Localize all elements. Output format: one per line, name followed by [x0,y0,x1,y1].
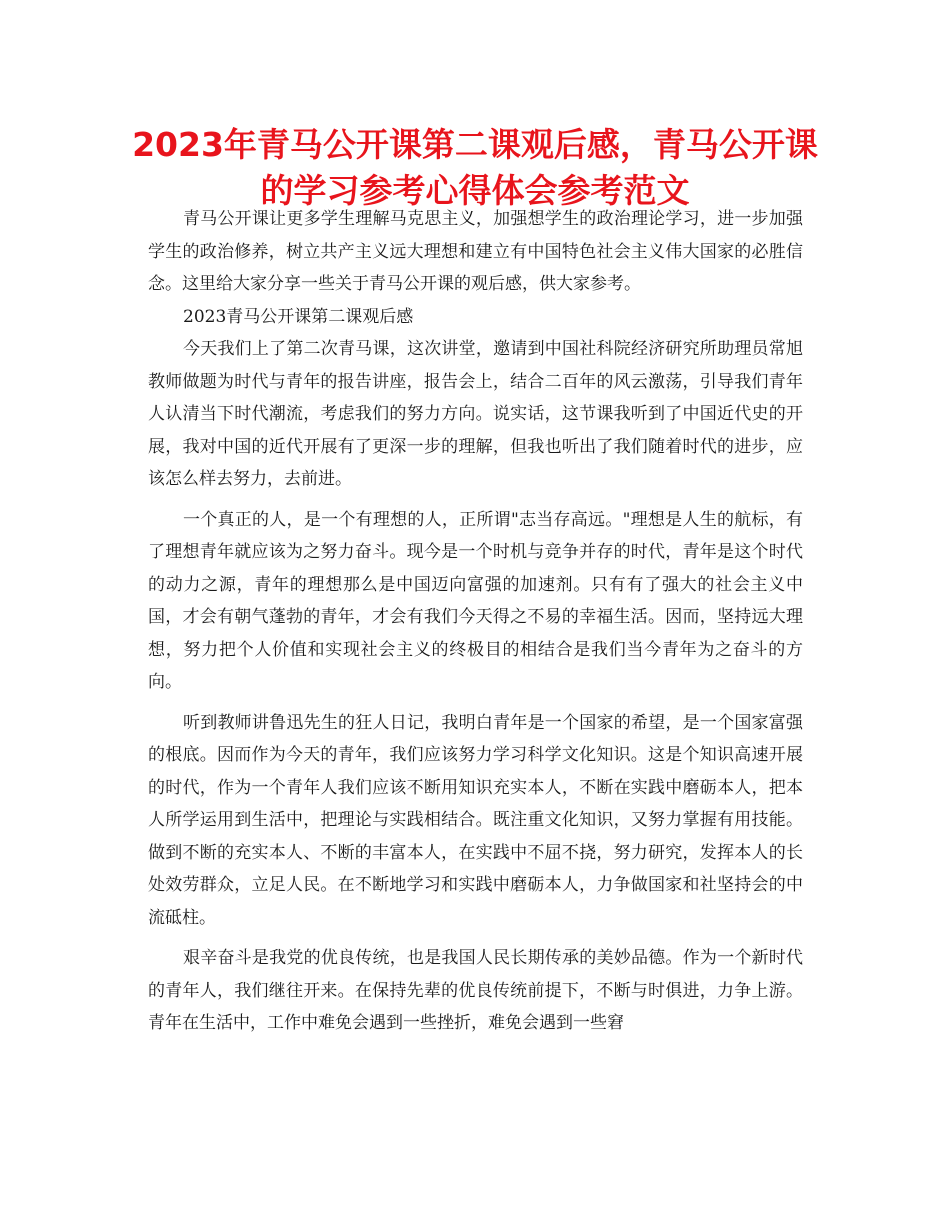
document-title: 2023年青马公开课第二课观后感，青马公开课的学习参考心得体会参考范文 [132,125,818,210]
intro-paragraph: 青马公开课让更多学生理解马克思主义，加强想学生的政治理论学习，进一步加强学生的政治修养，树立共产主义远大理想和建立有中国特色社会主义伟大国家的必胜信念。这里给大家分享一些关于青马公开课的观后感，供大家参考。 [148,209,803,294]
section-heading: 2023青马公开课第二课观后感 [183,306,414,327]
document-body [148,203,803,1040]
body-paragraph: 艰辛奋斗是我党的优良传统，也是我国人民长期传承的美妙品德。作为一个新时代的青年人，我们继往开来。在保持先辈的优良传统前提下，不断与时俱进，力争上游。青年在生活中，工作中难免会遇到一些挫折，难免会遇到一些窘 [148,948,803,1033]
body-paragraph: 今天我们上了第二次青马课，这次讲堂，邀请到中国社科院经济研究所助理员常旭教师做题为时代与青年的报告讲座，报告会上，结合二百年的风云激荡，引导我们青年人认清当下时代潮流，考虑我们的努力方向。说实话，这节课我听到了中国近代史的开展，我对中国的近代开展有了更深一步的理解，但我也听出了我们随着时代的进步，应该怎么样去努力，去前进。 [148,339,803,489]
body-paragraph: 听到教师讲鲁迅先生的狂人日记，我明白青年是一个国家的希望，是一个国家富强的根底。因而作为今天的青年，我们应该努力学习科学文化知识。这是个知识高速开展的时代，作为一个青年人我们应该不断用知识充实本人，不断在实践中磨砺本人，把本人所学运用到生活中，把理论与实践相结合。既注重文化知识，又努力掌握有用技能。做到不断的充实本人、不断的丰富本人，在实践中不屈不挠，努力研究，发挥本人的长处效劳群众，立足人民。在不断地学习和实践中磨砺本人，力争做国家和社坚持会的中流砥柱。 [148,712,803,928]
body-paragraph: 一个真正的人，是一个有理想的人，正所谓"志当存高远。"理想是人生的航标，有了理想青年就应该为之努力奋斗。现今是一个时机与竞争并存的时代，青年是这个时代的动力之源，青年的理想那么是中国迈向富强的加速剂。只有有了强大的社会主义中国，才会有朝气蓬勃的青年，才会有我们今天得之不易的幸福生活。因而，坚持远大理想，努力把个人价值和实现社会主义的终极目的相结合是我们当今青年为之奋斗的方向。 [148,509,803,692]
